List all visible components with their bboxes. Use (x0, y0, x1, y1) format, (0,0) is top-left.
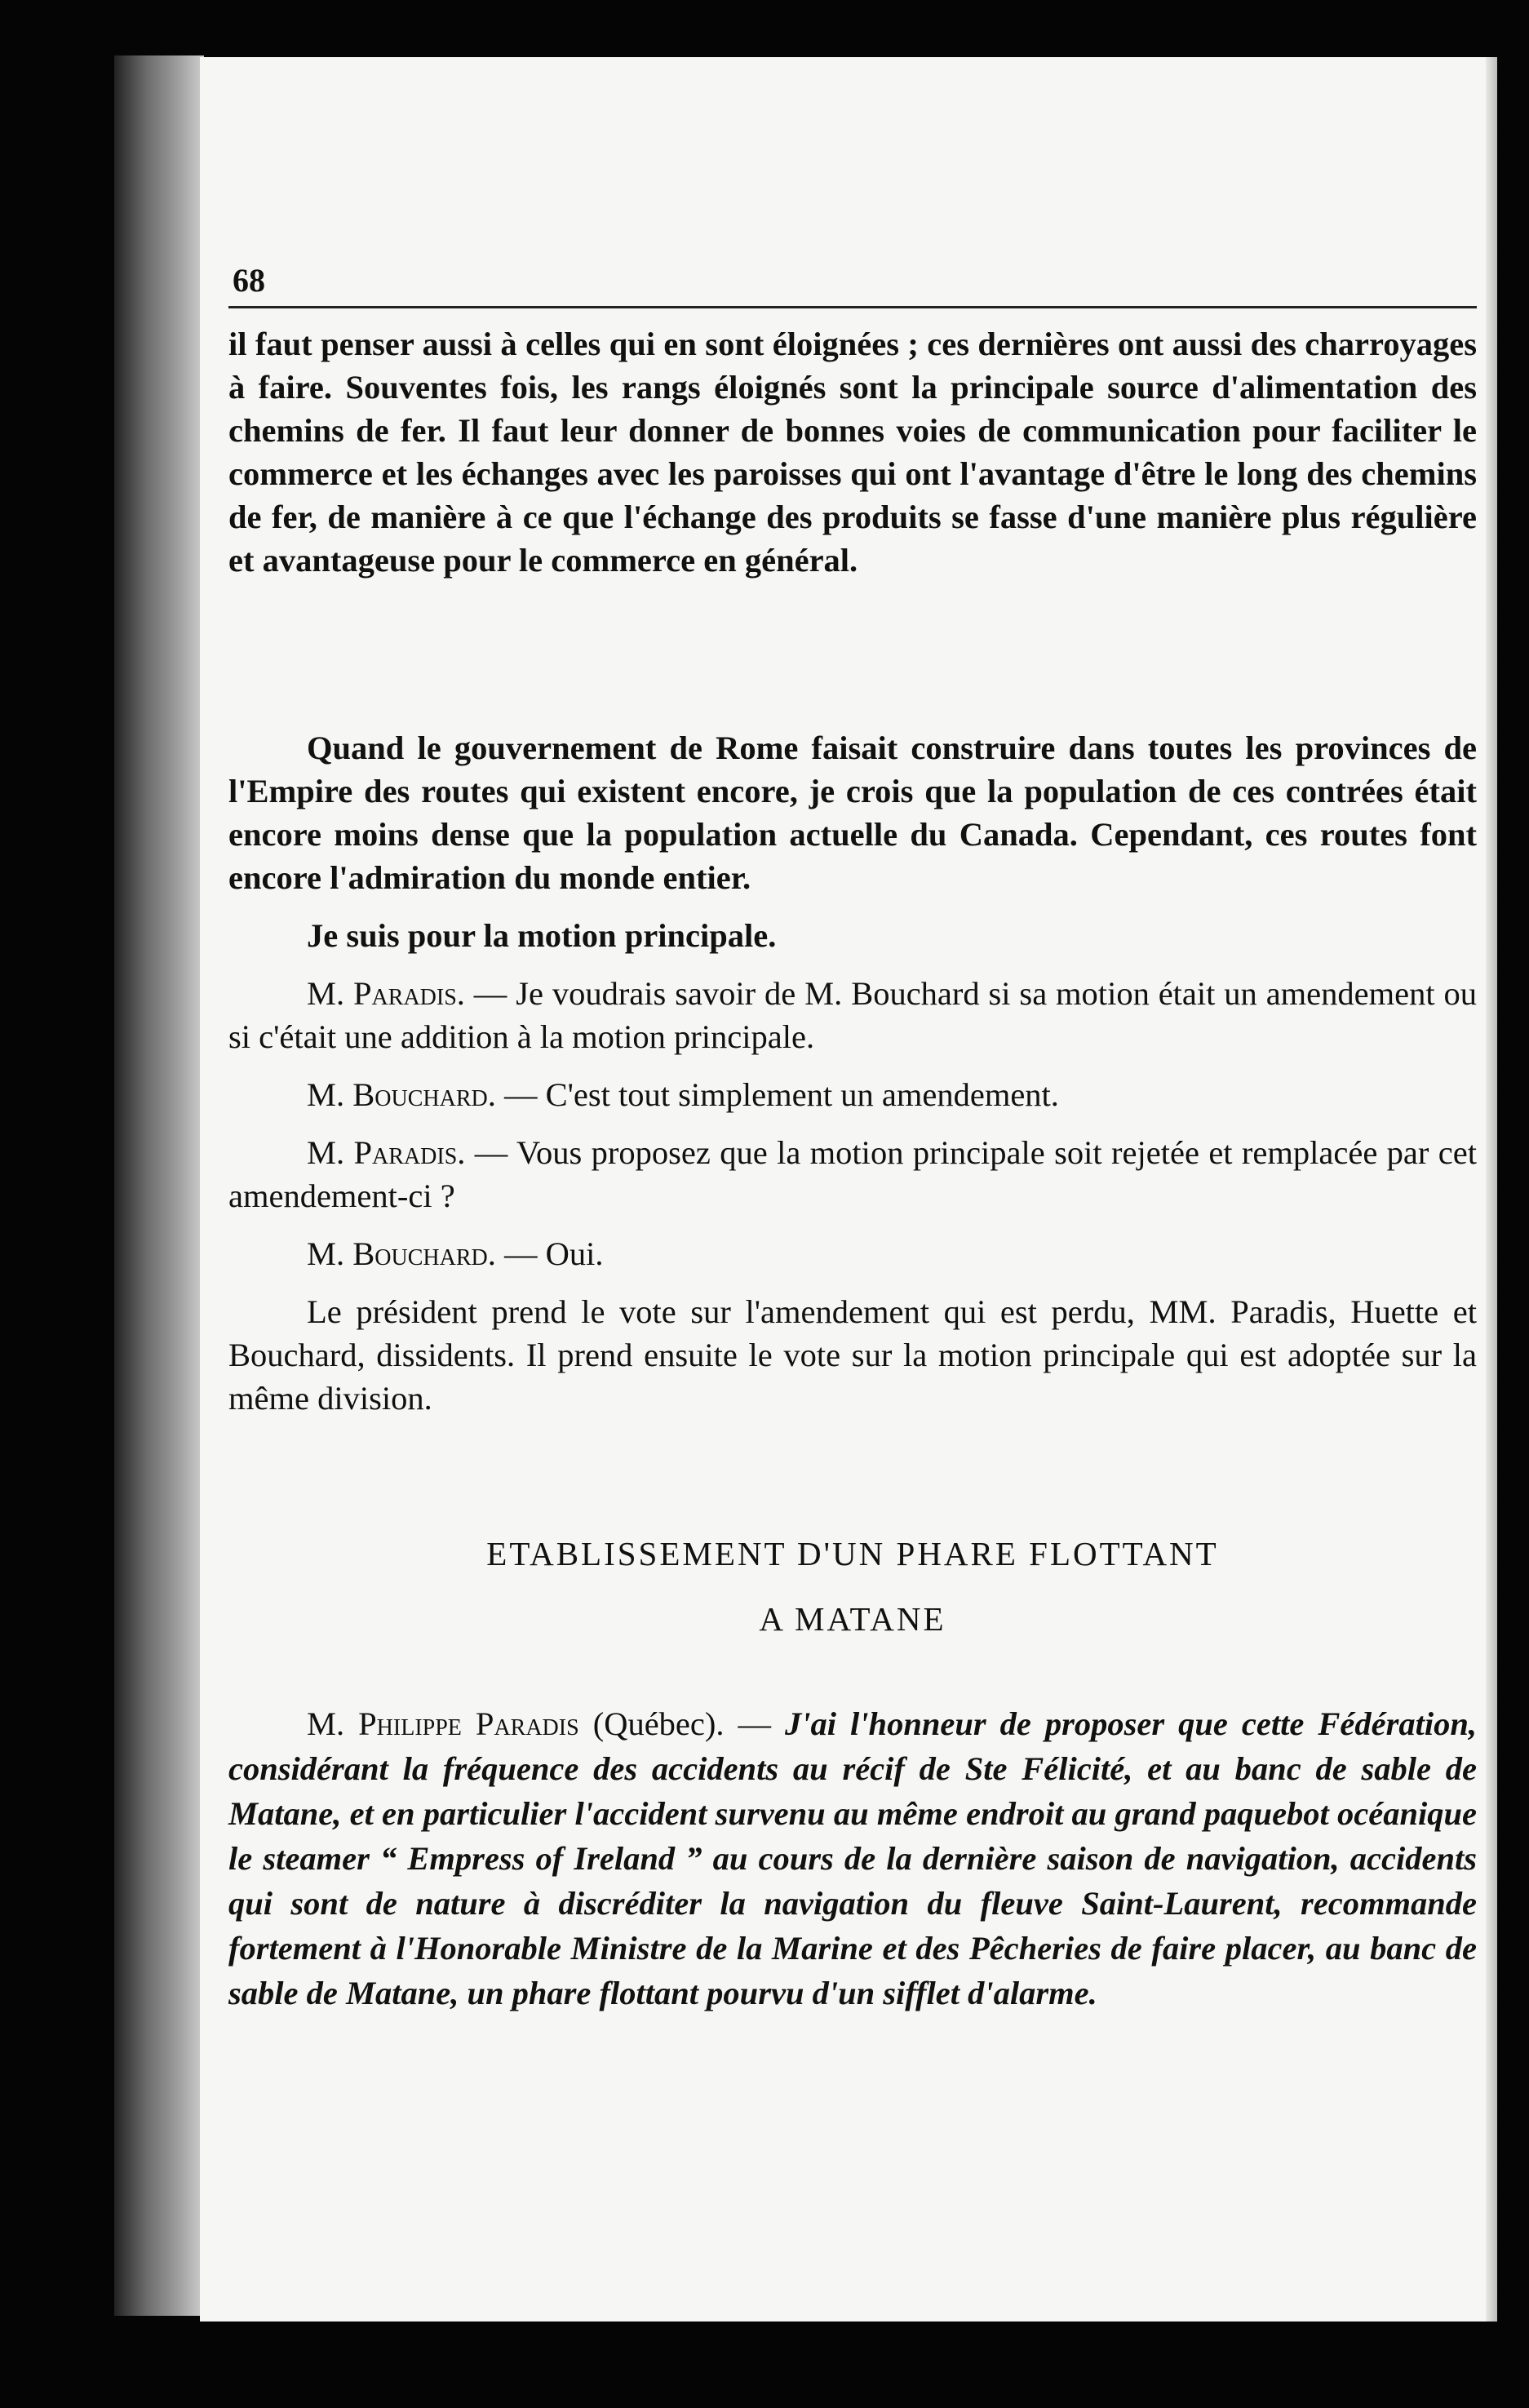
section-heading: ETABLISSEMENT D'UN PHARE FLOTTANT (486, 1535, 1219, 1572)
exchange-paradis-2 (228, 1131, 1477, 1217)
speech-text: — C'est tout simplement un amendement. (495, 1076, 1059, 1113)
speech-text: — Je voudrais savoir de M. Bouchard si sa motion était un amendement ou si c'était une addition à la motion principale. (228, 975, 1477, 1055)
exchange-bouchard-1 (228, 1073, 1477, 1116)
paragraph-continuation: il faut penser aussi à celles qui en sont éloignées ; ces dernières ont aussi des charroyages à faire. Souventes fois, les rangs éloignés sont la principale source d'alimentation des chemins de fer. Il faut leur donner de bonnes voies de communication pour faciliter le commerce et les échanges avec les paroisses qui ont l'avantage d'être le long des chemins de fer, de manière à ce que l'échange des produits se fasse d'une manière plus régulière et avantageuse pour le commerce en général. (228, 326, 1477, 579)
paragraph-block-top (228, 322, 1477, 596)
exchange-bouchard-2 (228, 1232, 1477, 1275)
speaker-name: M. Paradis. (307, 1134, 466, 1171)
paragraph-vote: Le président prend le vote sur l'amendement qui est perdu, MM. Paradis, Huette et Bouchard, dissidents. Il prend ensuite le vote sur la motion principale qui est adoptée sur la même division. (228, 1293, 1477, 1417)
section-subheading: A MATANE (759, 1600, 946, 1638)
page-number: 68 (233, 262, 265, 299)
paragraph-block-middle (228, 726, 1477, 1435)
speech-text: — Oui. (495, 1235, 604, 1272)
speech-text: — Vous proposez que la motion principale soit rejetée et remplacée par cet amendement-ci ? (228, 1134, 1477, 1214)
motion-body: J'ai l'honneur de proposer que cette Fédération, considérant la fréquence des accidents au récif de Ste Félicité, et au banc de sable de Matane, et en particulier l'accident survenu au même endroit au grand paquebot océanique le steamer “ Empress of Ireland ” au cours de la dernière saison de navigation, accidents qui sont de nature à discréditer la navigation du fleuve Saint-Laurent, recommande fortement à l'Honorable Ministre de la Marine et des Pêcheries de faire placer, au banc de sable de Matane, un phare flottant pourvu d'un sifflet d'alarme. (228, 1705, 1478, 2011)
page-gutter-shadow (114, 55, 204, 2316)
speaker-name: M. Philippe Paradis (307, 1705, 579, 1742)
motion-paragraph (228, 1701, 1477, 2030)
header-rule (228, 306, 1477, 308)
paragraph-support: Je suis pour la motion principale. (307, 917, 777, 954)
page-edge (1486, 57, 1497, 2322)
speaker-name: M. Paradis. (307, 975, 465, 1012)
exchange-paradis-1 (228, 972, 1477, 1058)
motion-text (228, 1701, 1477, 2016)
paragraph-rome: Quand le gouvernement de Rome faisait construire dans toutes les provinces de l'Empire des routes qui existent encore, je crois que la population de ces contrées était encore moins dense que la population actuelle du Canada. Cependant, ces routes font encore l'admiration du monde entier. (228, 729, 1477, 896)
speaker-name: M. Bouchard. (307, 1235, 496, 1272)
speaker-riding: (Québec). — (578, 1705, 786, 1742)
speaker-name: M. Bouchard. (307, 1076, 496, 1113)
